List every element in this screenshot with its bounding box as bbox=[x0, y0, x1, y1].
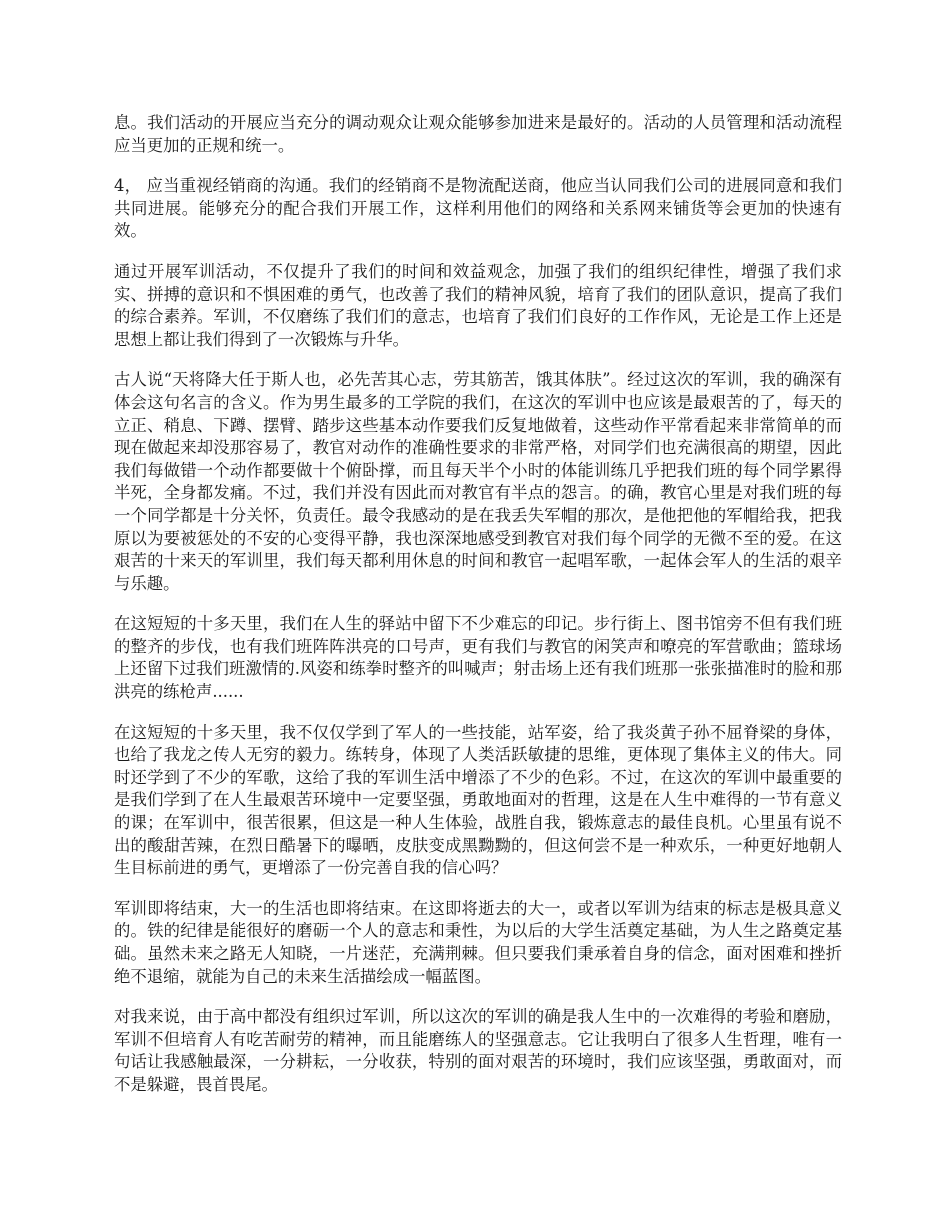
document-body bbox=[114, 112, 842, 1115]
paragraph-distributor-communication: 4， 应当重视经销商的沟通。我们的经销商不是物流配送商，他应当认同我们公司的进展同意和我们共同进展。能够充分的配合我们开展工作，这样利用他们的网络和关系网来铺货等会更加的快速有效。 bbox=[114, 176, 842, 241]
paragraph-memorable-marks: 在这短短的十多天里，我们在人生的驿站中留下不少难忘的印记。步行街上、图书馆旁不但有我们班的整齐的步伐，也有我们班阵阵洪亮的口号声，更有我们与教官的闲笑声和嘹亮的军营歌曲；篮球场上还留下过我们班激情的.风姿和练拳时整齐的叫喊声；射击场上还有我们班那一张张描准时的脸和那洪亮的练枪声...... bbox=[114, 614, 842, 702]
paragraph-personal-reflection: 对我来说，由于高中都没有组织过军训，所以这次的军训的确是我人生中的一次难得的考验和磨励，军训不但培育人有吃苦耐劳的精神，而且能磨练人的坚强意志。它让我明白了很多人生哲理，唯有一句话让我感触最深，一分耕耘，一分收获，特别的面对艰苦的环境时，我们应该坚强，勇敢面对，而不是躲避，畏首畏尾。 bbox=[114, 1007, 842, 1094]
paragraph-activity-management: 息。我们活动的开展应当充分的调动观众让观众能够参加进来是最好的。活动的人员管理和活动流程应当更加的正规和统一。 bbox=[114, 113, 842, 155]
paragraph-ancient-saying: 古人说“天将降大任于斯人也，必先苦其心志，劳其筋苦，饿其体肤”。经过这次的军训，我的确深有体会这句名言的含义。作为男生最多的工学院的我们，在这次的军训中也应该是最艰苦的了，每天的立正、稍息、下蹲、摆臂、踏步这些基本动作要我们反复地做着，这些动作平常看起来非常简单的而现在做起来却没那容易了，教官对动作的准确性要求的非常严格，对同学们也充满很高的期望，因此我们每做错一个动作都要做十个俯卧撑，而且每天半个小时的体能训练几乎把我们班的每个同学累得半死，全身都发痛。不过，我们并没有因此而对教官有半点的怨言。的确，教官心里是对我们班的每一个同学都是十分关怀，负责任。最令我感动的是在我丢失军帽的那次，是他把他的军帽给我，把我原以为要被惩处的不安的心变得平静，我也深深地感受到教官对我们每个同学的无微不至的爱。在这艰苦的十来天的军训里，我们每天都利用休息的时间和教官一起唱军歌，一起体会军人的生活的艰辛与乐趣。 bbox=[114, 370, 842, 593]
paragraph-skills-learned: 在这短短的十多天里，我不仅仅学到了军人的一些技能，站军姿，给了我炎黄子孙不屈脊梁的身体，也给了我龙之传人无穷的毅力。练转身，体现了人类活跃敏捷的思维，更体现了集体主义的伟大。同时还学到了不少的军歌，这给了我的军训生活中增添了不少的色彩。不过，在这次的军训中最重要的是我们学到了在人生最艰苦环境中一定要坚强，勇敢地面对的哲理，这是在人生中难得的一节有意义的课；在军训中，很苦很累，但这是一种人生体验，战胜自我，锻炼意志的最佳良机。心里虽有说不出的酸甜苦辣，在烈日酷暑下的曝晒，皮肤变成黑黝黝的，但这何尝不是一种欢乐，一种更好地朝人生目标前进的勇气，更增添了一份完善自我的信心吗？ bbox=[114, 722, 842, 878]
paragraph-training-ending: 军训即将结束，大一的生活也即将结束。在这即将逝去的大一，或者以军训为结束的标志是极具意义的。铁的纪律是能很好的磨砺一个人的意志和秉性，为以后的大学生活奠定基础，为人生之路奠定基础。虽然未来之路无人知晓，一片迷茫，充满荆棘。但只要我们秉承着自身的信念，面对困难和挫折绝不退缩，就能为自己的未来生活描绘成一幅蓝图。 bbox=[114, 898, 842, 986]
paragraph-military-training-benefits: 通过开展军训活动，不仅提升了我们的时间和效益观念，加强了我们的组织纪律性，增强了我们求实、拼搏的意识和不惧困难的勇气，也改善了我们的精神风貌，培育了我们的团队意识，提高了我们的综合素养。军训，不仅磨练了我们们的意志，也培育了我们们良好的工作作风，无论是工作上还是思想上都让我们得到了一次锻炼与升华。 bbox=[114, 261, 842, 349]
